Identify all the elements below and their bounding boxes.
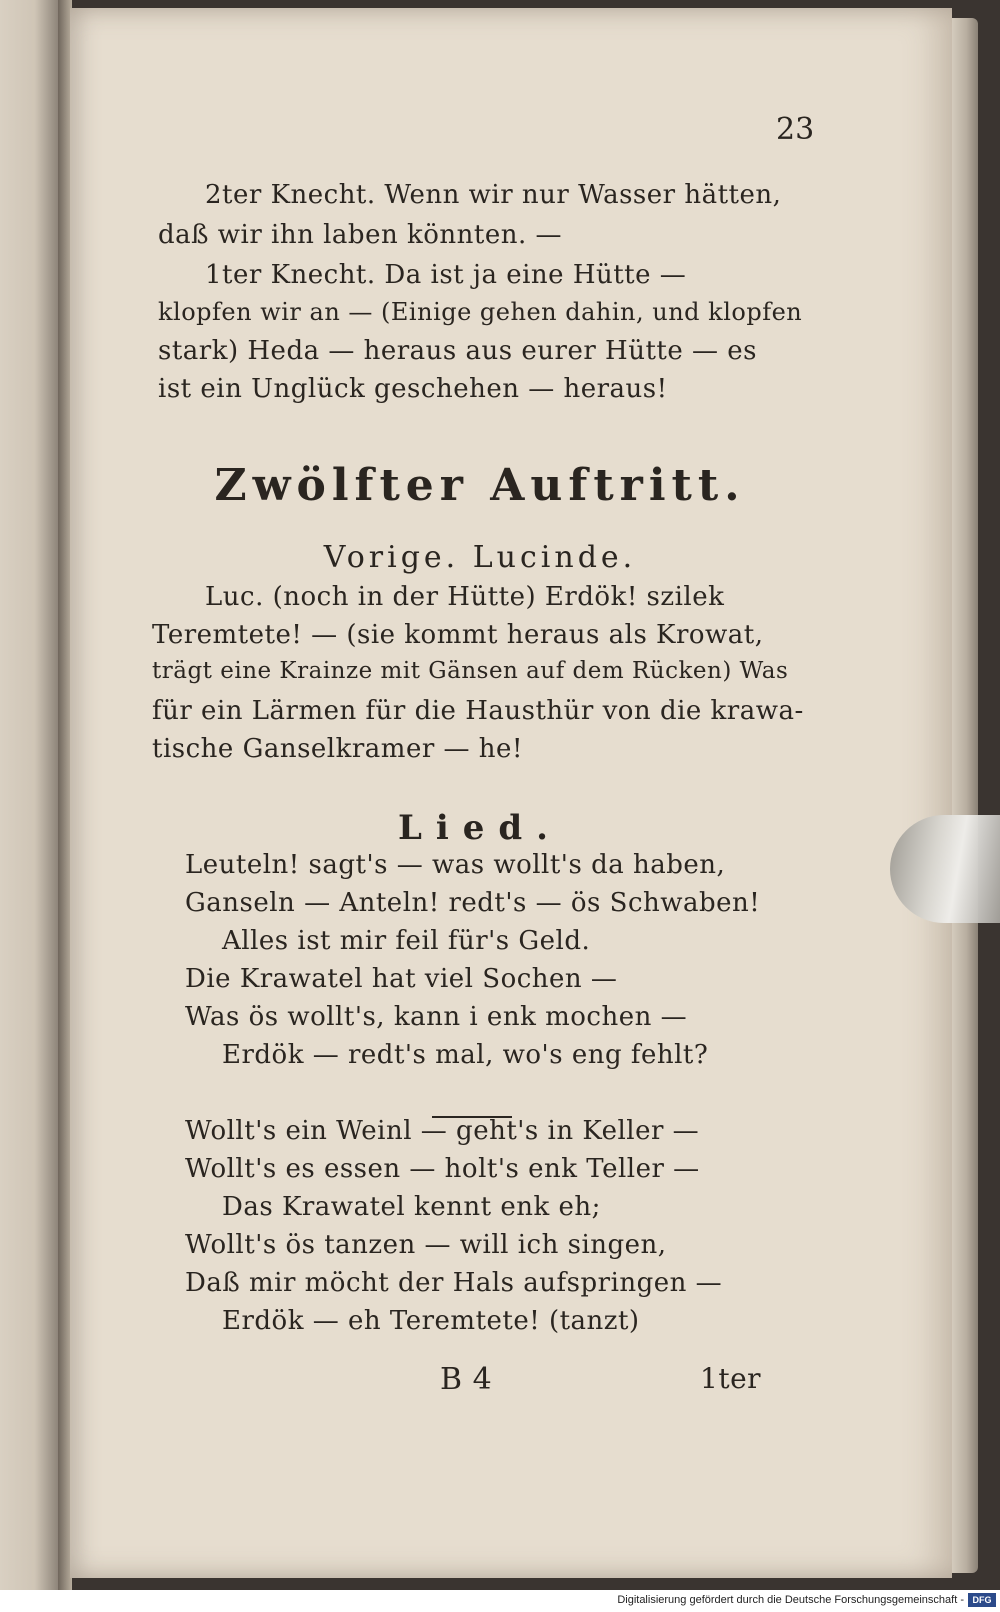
song-verse-line: Ganseln — Anteln! redt's — ös Schwaben!	[185, 888, 761, 918]
characters-line: Vorige. Lucinde.	[323, 540, 637, 575]
song-verse-line: Wollt's ös tanzen — will ich singen,	[185, 1230, 667, 1260]
catchword: 1ter	[700, 1362, 762, 1395]
dialogue-line: klopfen wir an — (Einige gehen dahin, und klopfen	[158, 298, 803, 326]
song-verse-line: Leuteln! sagt's — was wollt's da haben,	[185, 850, 726, 880]
scene-title: Zwölfter Auftritt.	[214, 460, 746, 511]
song-verse-line: Die Krawatel hat viel Sochen —	[185, 964, 618, 994]
speech-line: tische Ganselkramer — he!	[152, 734, 523, 764]
song-verse-line: Erdök — redt's mal, wo's eng fehlt?	[222, 1040, 709, 1070]
dialogue-line: daß wir ihn laben könnten. —	[158, 220, 562, 250]
speech-line: trägt eine Krainze mit Gänsen auf dem Rücken) Was	[152, 658, 789, 684]
page-clip	[890, 815, 1000, 923]
speech-line: Luc. (noch in der Hütte) Erdök! szilek	[205, 582, 725, 612]
song-verse-line: Daß mir möcht der Hals aufspringen —	[185, 1268, 723, 1298]
speech-line: für ein Lärmen für die Hausthür von die krawa-	[152, 696, 804, 726]
dialogue-line: ist ein Unglück geschehen — heraus!	[158, 374, 668, 404]
song-verse-line: Was ös wollt's, kann i enk mochen —	[185, 1002, 688, 1032]
song-verse-line: Alles ist mir feil für's Geld.	[222, 926, 591, 956]
dfg-logo: DFG	[968, 1593, 996, 1607]
dialogue-line: 2ter Knecht. Wenn wir nur Wasser hätten,	[205, 180, 782, 210]
song-verse-line: Wollt's ein Weinl — geht's in Keller —	[185, 1116, 700, 1146]
song-verse-line: Wollt's es essen — holt's enk Teller —	[185, 1154, 700, 1184]
footer-credit: Digitalisierung gefördert durch die Deutsche Forschungsgemeinschaft -	[617, 1594, 964, 1606]
song-verse-line: Erdök — eh Teremtete! (tanzt)	[222, 1306, 640, 1336]
song-verse-line: Das Krawatel kennt enk eh;	[222, 1192, 601, 1222]
page-stack-edge	[950, 18, 978, 1573]
speech-line: Teremtete! — (sie kommt heraus als Krowat,	[152, 620, 764, 650]
signature-mark: B 4	[440, 1362, 493, 1397]
song-title: Lied.	[397, 808, 563, 848]
dialogue-line: stark) Heda — heraus aus eurer Hütte — es	[158, 336, 757, 366]
page-number: 23	[776, 112, 815, 147]
dialogue-line: 1ter Knecht. Da ist ja eine Hütte —	[205, 260, 687, 290]
previous-page-edge	[0, 0, 60, 1590]
